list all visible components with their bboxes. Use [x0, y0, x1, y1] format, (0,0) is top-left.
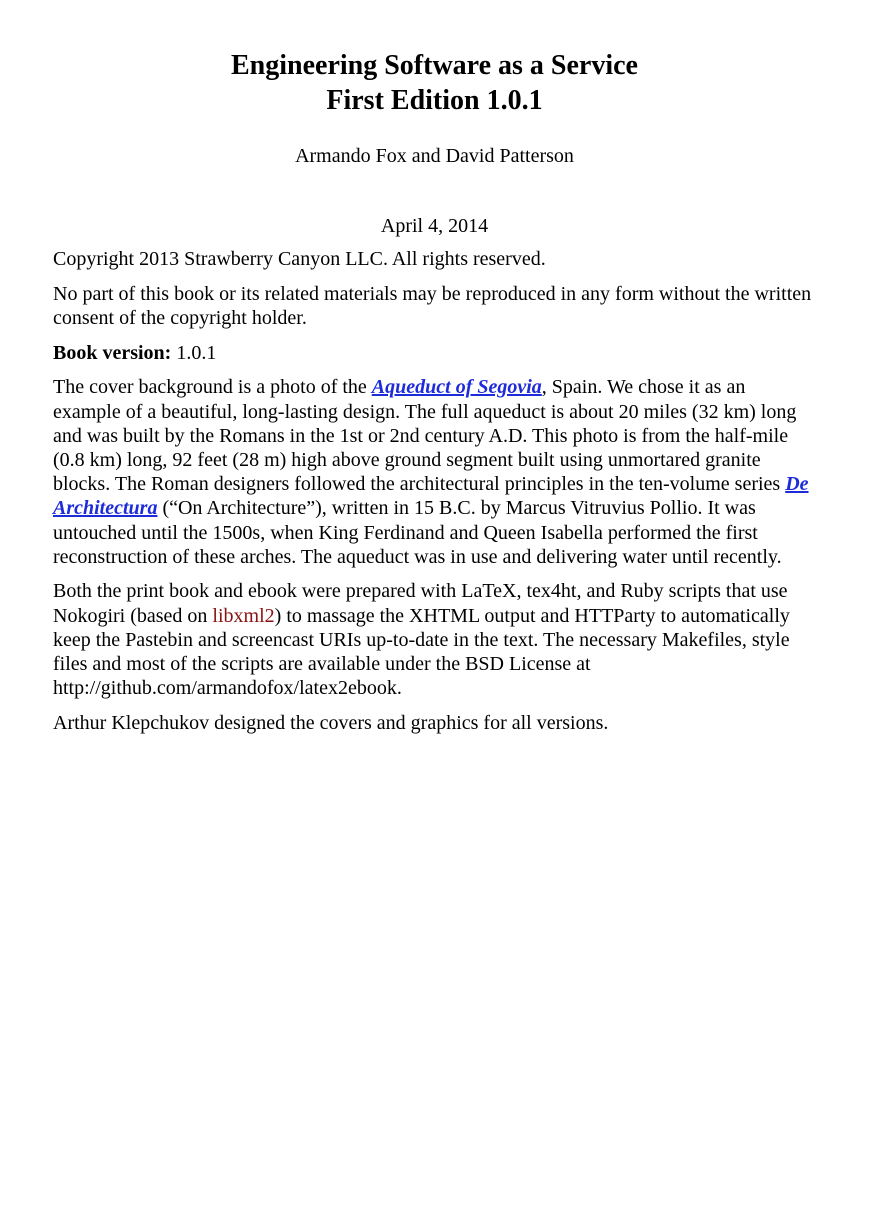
libxml2-reference: libxml2 — [212, 604, 275, 627]
cover-text-part3: (“On Architecture”), written in 15 B.C. by Marcus Vitruvius Pollio. It was untouched until the 1500s, when King Ferdinand and Queen Isabella performed the first reconstruction of these arches. The aqueduct was in use and delivering water until recently. — [53, 497, 782, 568]
publication-date: April 4, 2014 — [380, 215, 489, 237]
cover-text-part1: The cover background is a photo of the — [53, 376, 372, 399]
de-architectura-link[interactable]: De Architectura — [53, 473, 809, 520]
authors: Armando Fox and David Patterson — [295, 145, 574, 167]
tools-text-part1: Both the print book and ebook were prepared with LaTeX, tex4ht, and Ruby scripts that use Nokogiri (based on — [53, 580, 788, 627]
rights-notice: No part of this book or its related materials may be reproduced in any form without the written consent of the copyright holder. — [53, 282, 812, 329]
aqueduct-of-segovia-link[interactable]: Aqueduct of Segovia — [371, 376, 542, 399]
cover-text-part2: , Spain. We chose it as an example of a beautiful, long-lasting design. The full aqueduct is about 20 miles (32 km) long and was built by the Romans in the 1st or 2nd century A.D. This photo is from the half-mile (0.8 km) long, 92 feet (28 m) high above ground segment built using unmortared granite blocks. The Roman designers followed the architectural principles in the ten-volume series — [53, 376, 797, 496]
tools-text-part2: ) to massage the XHTML output and HTTParty to automatically keep the Pastebin and screencast URIs up-to-date in the text. The necessary Makefiles, style files and most of the scripts are available under the BSD License at http://github.com/armandofox/latex2ebook. — [53, 604, 790, 700]
book-version — [53, 341, 816, 365]
cover-description-paragraph — [53, 375, 816, 569]
book-title — [53, 48, 816, 118]
book-version-value: 1.0.1 — [171, 341, 217, 364]
tools-paragraph — [53, 579, 816, 700]
book-title-line1: Engineering Software as a Service — [231, 50, 638, 81]
copyright-notice: Copyright 2013 Strawberry Canyon LLC. All rights reserved. — [53, 248, 546, 270]
book-version-label: Book version: — [53, 341, 172, 364]
book-title-line2: First Edition 1.0.1 — [326, 85, 543, 116]
credits-paragraph: Arthur Klepchukov designed the covers and graphics for all versions. — [53, 711, 609, 734]
